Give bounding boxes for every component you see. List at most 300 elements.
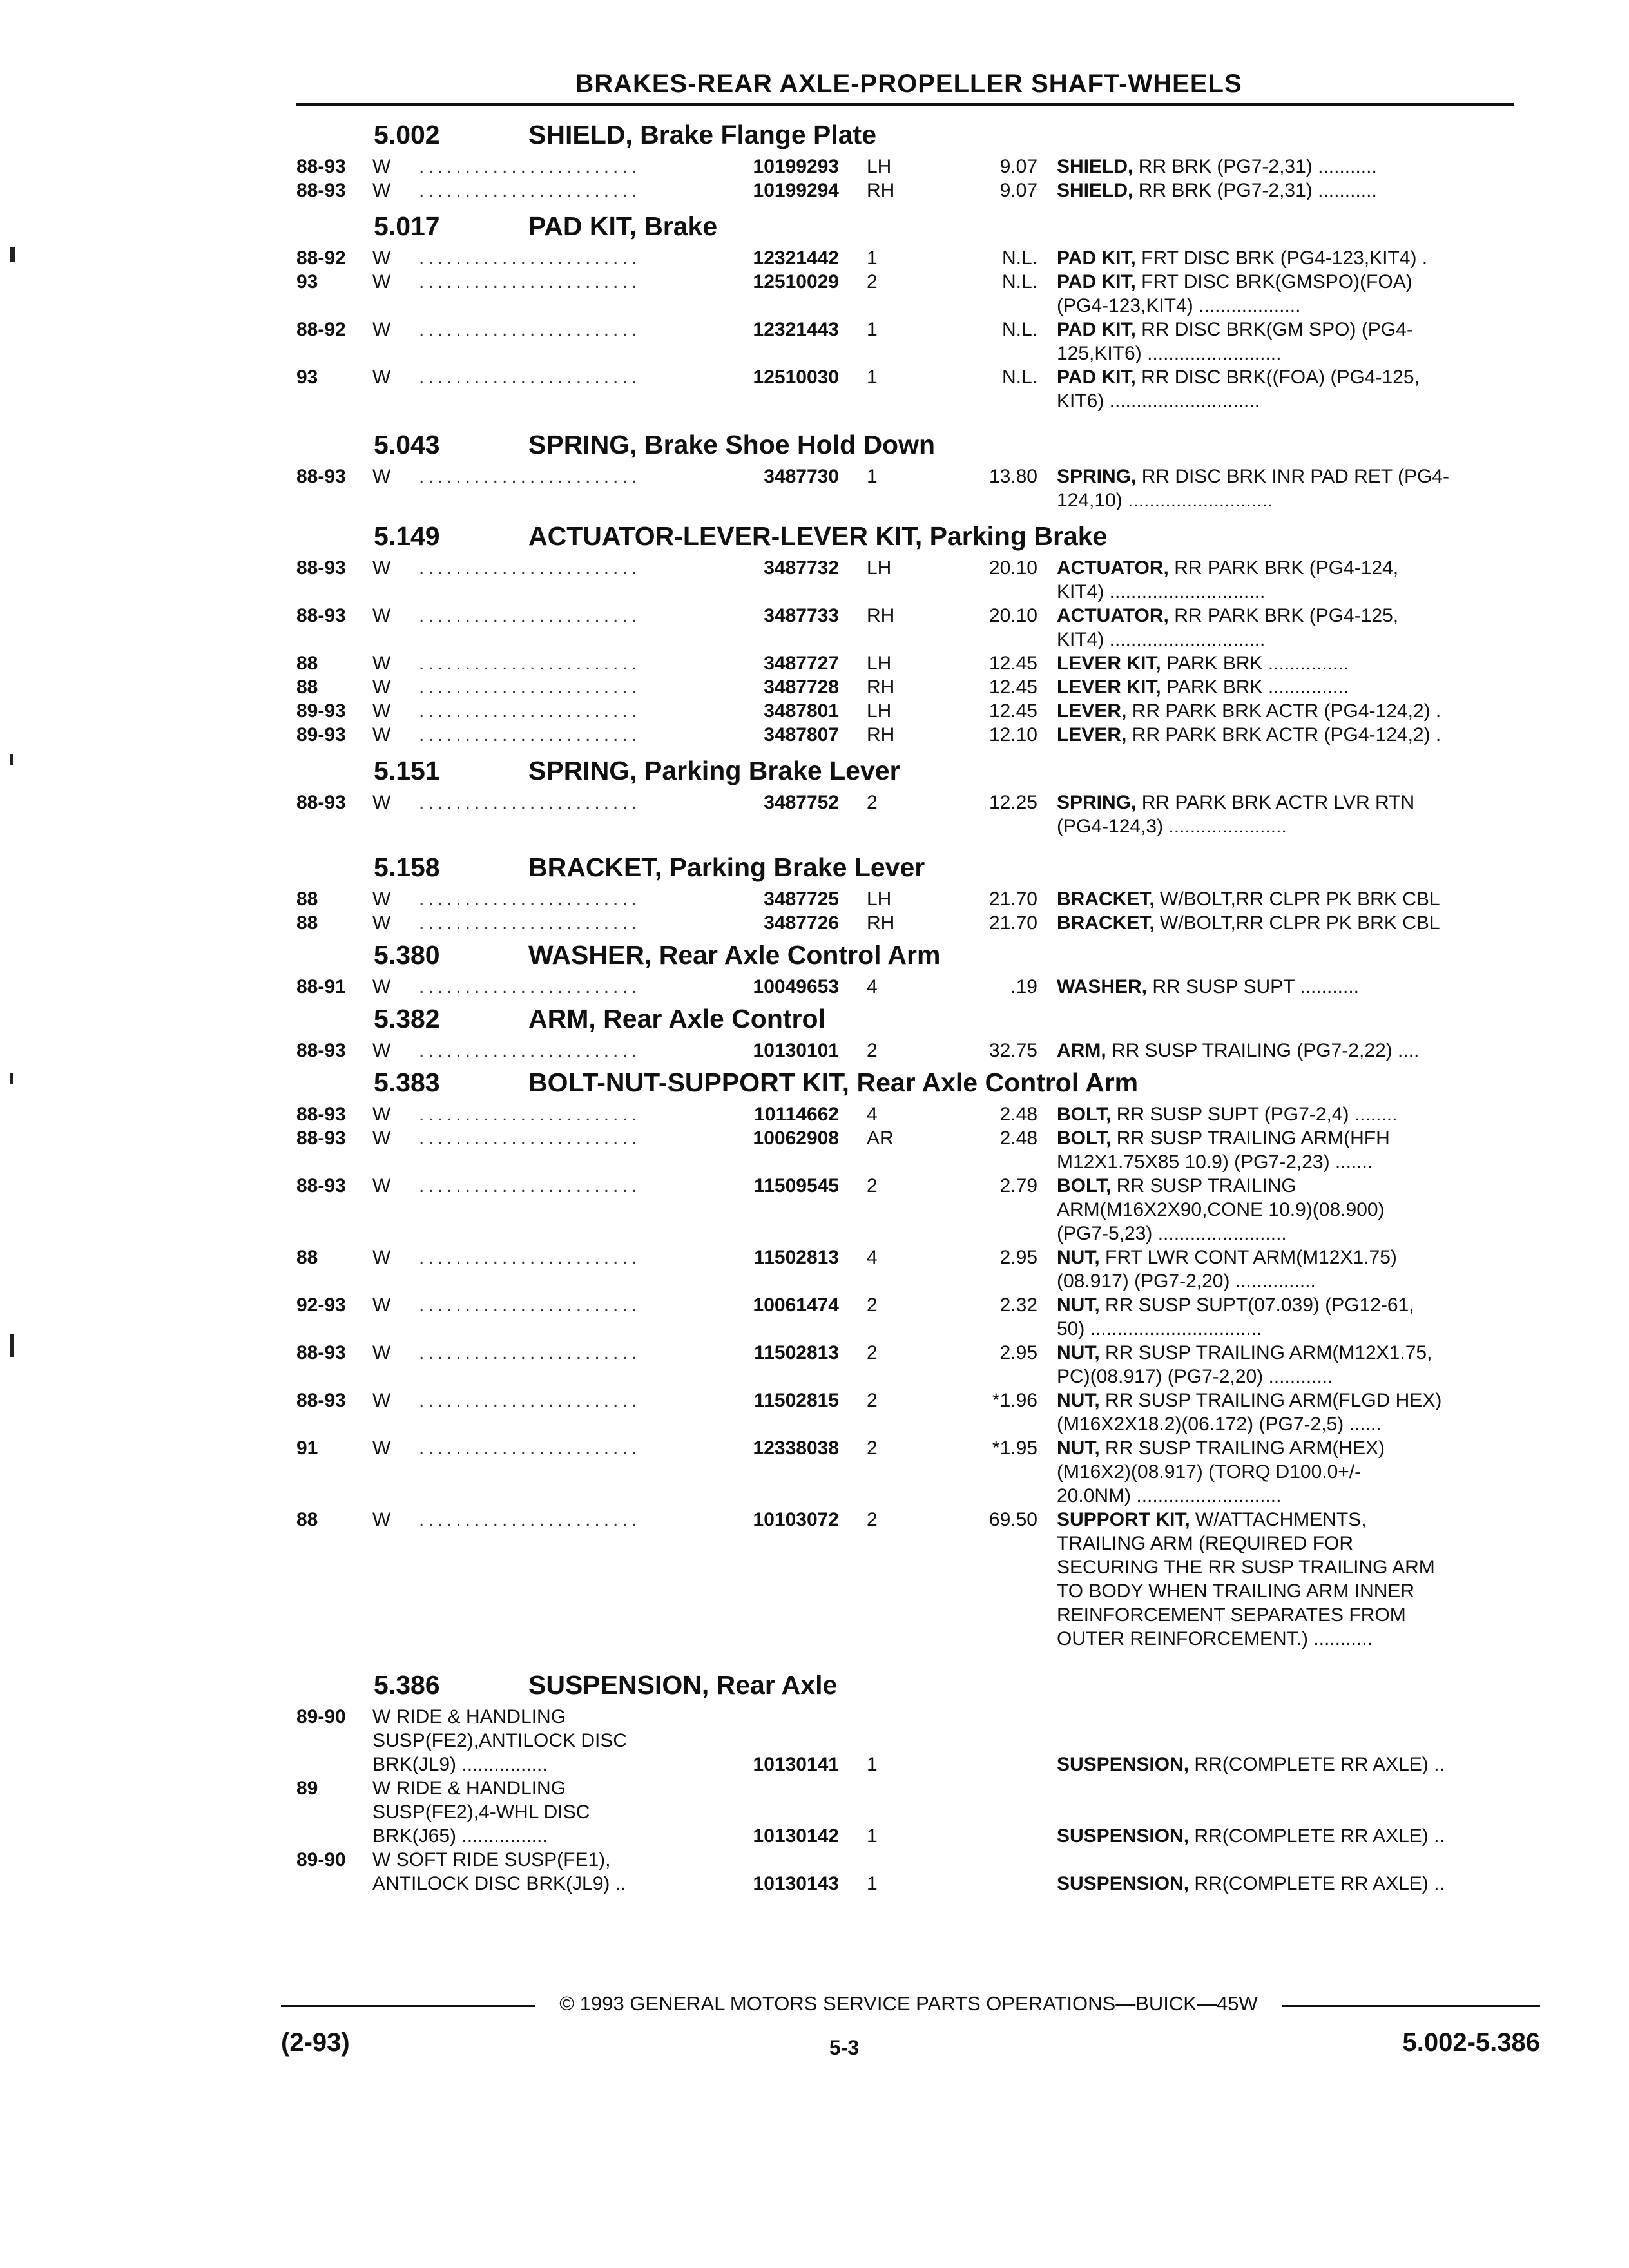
dot-leader: ........................	[419, 466, 641, 487]
series-code: W	[372, 653, 391, 674]
parts-group	[296, 516, 1521, 747]
part-description	[1057, 1174, 1521, 1245]
quantity: LH	[867, 889, 892, 910]
part-name: BRACKET,	[1057, 912, 1155, 934]
group-heading	[296, 999, 1521, 1039]
series-code: W	[372, 367, 391, 388]
part-row	[296, 911, 1521, 935]
dot-leader: ........................	[419, 1294, 641, 1316]
series-code: W	[372, 1128, 391, 1149]
dot-leader: ........................	[419, 605, 641, 626]
dot-leader: ........................	[419, 889, 641, 910]
model-years: 92-93	[296, 1294, 346, 1316]
group-heading	[296, 425, 1521, 465]
model-years: 89-93	[296, 700, 346, 722]
series-code: W	[372, 1247, 391, 1268]
part-number: 3487807	[764, 724, 839, 745]
price: 21.70	[988, 912, 1037, 934]
group-title: SPRING, Parking Brake Lever	[528, 756, 900, 785]
margin-mark	[10, 754, 13, 765]
model-years: 89-90	[296, 1849, 346, 1870]
quantity: LH	[867, 557, 892, 579]
part-name: LEVER,	[1057, 724, 1127, 745]
part-name: SHIELD,	[1057, 180, 1133, 201]
part-detail: RR SUSP TRAILING ARM(M12X1.75, PC)(08.917) (PG7-2,20) ............	[1057, 1342, 1432, 1387]
quantity: LH	[867, 653, 892, 674]
part-detail: RR PARK BRK ACTR (PG4-124,2) .	[1126, 724, 1441, 745]
part-detail: W/BOLT,RR CLPR PK BRK CBL	[1154, 889, 1440, 910]
part-description	[1057, 1102, 1521, 1126]
group-title: ACTUATOR-LEVER-LEVER KIT, Parking Brake	[528, 521, 1108, 551]
part-row	[296, 1508, 1521, 1651]
part-description	[1057, 1293, 1521, 1341]
dot-leader: ........................	[419, 1175, 641, 1196]
group-code: 5.380	[374, 940, 440, 970]
part-row	[296, 318, 1521, 365]
part-description	[1057, 1848, 1521, 1896]
part-detail: RR SUSP TRAILING (PG7-2,22) ....	[1106, 1040, 1420, 1061]
model-years: 88	[296, 889, 318, 910]
group-title: WASHER, Rear Axle Control Arm	[528, 940, 941, 970]
price: 69.50	[988, 1509, 1037, 1530]
series-code: W	[372, 319, 391, 340]
part-name: ACTUATOR,	[1057, 605, 1169, 626]
part-name: NUT,	[1057, 1390, 1100, 1411]
part-description	[1057, 1389, 1521, 1436]
part-number: 10130101	[753, 1040, 839, 1061]
model-years: 88-93	[296, 156, 346, 177]
part-description	[1057, 604, 1521, 651]
part-row	[296, 1341, 1521, 1389]
group-title: PAD KIT, Brake	[528, 211, 718, 241]
part-row	[296, 1102, 1521, 1126]
part-name: NUT,	[1057, 1437, 1100, 1459]
price: 21.70	[988, 889, 1037, 910]
part-name: SPRING,	[1057, 792, 1137, 813]
part-description	[1057, 1039, 1521, 1062]
part-number: 3487752	[764, 792, 839, 813]
quantity: LH	[867, 700, 892, 722]
footer-rule-left	[281, 2005, 535, 2007]
parts-group	[296, 1665, 1521, 1896]
quantity: 1	[867, 1873, 878, 1894]
part-name: SHIELD,	[1057, 156, 1133, 177]
dot-leader: ........................	[419, 1247, 641, 1268]
part-detail: PARK BRK ...............	[1161, 653, 1349, 674]
dot-leader: ........................	[419, 700, 641, 722]
parts-list	[296, 115, 1521, 1896]
part-row	[296, 1436, 1521, 1508]
price: 2.32	[999, 1294, 1037, 1316]
part-name: PAD KIT,	[1057, 247, 1136, 269]
quantity: LH	[867, 156, 892, 177]
margin-mark	[10, 1334, 14, 1357]
group-code: 5.043	[374, 430, 440, 459]
model-years: 88-93	[296, 1128, 346, 1149]
dot-leader: ........................	[419, 557, 641, 579]
part-number: 10130141	[753, 1754, 839, 1775]
price: 12.45	[988, 700, 1037, 722]
group-code: 5.017	[374, 211, 440, 241]
model-years: 88-93	[296, 605, 346, 626]
dot-leader: ........................	[419, 792, 641, 813]
price: 13.80	[988, 466, 1037, 487]
part-detail: RR SUSP SUPT (PG7-2,4) ........	[1111, 1104, 1398, 1125]
dot-leader: ........................	[419, 247, 641, 269]
part-name: SUPPORT KIT,	[1057, 1509, 1190, 1530]
series-code: W	[372, 700, 391, 722]
quantity: 2	[867, 792, 878, 813]
part-description	[1057, 1341, 1521, 1389]
model-years: 88	[296, 912, 318, 934]
series-code: W	[372, 180, 391, 201]
price: 9.07	[999, 156, 1037, 177]
quantity: RH	[867, 912, 895, 934]
dot-leader: ........................	[419, 319, 641, 340]
parts-group	[296, 751, 1521, 838]
part-description	[1057, 1705, 1521, 1776]
group-title: SHIELD, Brake Flange Plate	[528, 120, 877, 149]
model-years: 89-93	[296, 724, 346, 745]
price: 32.75	[988, 1040, 1037, 1061]
part-name: NUT,	[1057, 1247, 1100, 1268]
part-row	[296, 270, 1521, 318]
model-years: 91	[296, 1437, 318, 1459]
part-detail: FRT LWR CONT ARM(M12X1.75) (08.917) (PG7-2,20) ...............	[1057, 1247, 1397, 1292]
series-code: W	[372, 1342, 391, 1363]
part-number: 10049653	[753, 976, 839, 997]
model-years: 89-90	[296, 1706, 346, 1727]
part-description	[1057, 911, 1521, 935]
usage-description: W RIDE & HANDLING SUSP(FE2),ANTILOCK DISC BRK(JL9) ................	[372, 1706, 628, 1775]
group-heading	[296, 847, 1521, 887]
part-detail: RR SUSP SUPT ...........	[1147, 976, 1359, 997]
price: 20.10	[988, 557, 1037, 579]
part-name: BRACKET,	[1057, 889, 1155, 910]
dot-leader: ........................	[419, 1390, 641, 1411]
series-code: W	[372, 1509, 391, 1530]
quantity: 2	[867, 1342, 878, 1363]
model-years: 88-91	[296, 976, 346, 997]
part-row	[296, 178, 1521, 202]
part-description	[1057, 155, 1521, 178]
part-row	[296, 1126, 1521, 1174]
part-name: PAD KIT,	[1057, 319, 1136, 340]
part-name: ARM,	[1057, 1040, 1106, 1061]
part-number: 11502815	[754, 1390, 839, 1411]
part-description	[1057, 318, 1521, 365]
quantity: RH	[867, 677, 895, 698]
quantity: 1	[867, 1825, 878, 1847]
part-number: 3487732	[764, 557, 839, 579]
group-code: 5.002	[374, 120, 440, 149]
price: 2.79	[999, 1175, 1037, 1196]
group-heading	[296, 516, 1521, 556]
model-years: 88-93	[296, 1390, 346, 1411]
parts-group	[296, 425, 1521, 512]
series-code: W	[372, 724, 391, 745]
series-code: W	[372, 792, 391, 813]
part-number: 10114662	[754, 1104, 839, 1125]
quantity: 4	[867, 1247, 878, 1268]
part-name: PAD KIT,	[1057, 367, 1136, 388]
part-row	[296, 246, 1521, 270]
quantity: 2	[867, 1040, 878, 1061]
quantity: RH	[867, 180, 895, 201]
part-detail: RR BRK (PG7-2,31) ...........	[1133, 180, 1377, 201]
price: 12.25	[988, 792, 1037, 813]
part-detail: FRT DISC BRK (PG4-123,KIT4) .	[1135, 247, 1428, 269]
quantity: 2	[867, 271, 878, 293]
model-years: 88-93	[296, 466, 346, 487]
part-description	[1057, 556, 1521, 604]
series-code: W	[372, 466, 391, 487]
series-code: W	[372, 1390, 391, 1411]
part-number: 3487728	[764, 677, 839, 698]
price: *1.96	[992, 1390, 1037, 1411]
series-code: W	[372, 976, 391, 997]
part-description	[1057, 365, 1521, 413]
part-number: 10062908	[753, 1128, 839, 1149]
part-detail: RR SUSP TRAILING ARM(HEX) (M16X2)(08.917) (TORQ D100.0+/- 20.0NM) ...........................	[1057, 1437, 1385, 1506]
series-code: W	[372, 605, 391, 626]
part-row	[296, 1039, 1521, 1062]
part-number: 12510030	[753, 367, 839, 388]
part-detail: W/ATTACHMENTS, TRAILING ARM (REQUIRED FOR SECURING THE RR SUSP TRAILING ARM TO BODY WHEN TRAILING ARM INNER REINFORCEMENT SEPARATES FROM OUTER REINFORCEMENT.) ...........	[1057, 1509, 1435, 1649]
part-detail: RR PARK BRK ACTR LVR RTN (PG4-124,3) ......................	[1057, 792, 1415, 837]
parts-group	[296, 206, 1521, 413]
part-row	[296, 675, 1521, 699]
part-description	[1057, 1776, 1521, 1848]
model-years: 88-93	[296, 1175, 346, 1196]
part-name: SUSPENSION,	[1057, 1825, 1190, 1847]
part-description	[1057, 246, 1521, 270]
model-years: 88-93	[296, 792, 346, 813]
model-years: 88-93	[296, 1040, 346, 1061]
part-name: ACTUATOR,	[1057, 557, 1169, 579]
part-number: 3487727	[764, 653, 839, 674]
footer-rule-right	[1282, 2005, 1540, 2007]
price: N.L.	[1001, 271, 1037, 293]
group-code: 5.383	[374, 1068, 440, 1097]
part-detail: RR BRK (PG7-2,31) ...........	[1133, 156, 1377, 177]
quantity: 1	[867, 1754, 878, 1775]
part-description	[1057, 1508, 1521, 1651]
quantity: 4	[867, 976, 878, 997]
model-years: 88-92	[296, 247, 346, 269]
quantity: 1	[867, 466, 878, 487]
part-detail: RR SUSP TRAILING ARM(M16X2X90,CONE 10.9)(08.900) (PG7-5,23) ........................	[1057, 1175, 1385, 1244]
series-code: W	[372, 1040, 391, 1061]
model-years: 88	[296, 653, 318, 674]
series-code: W	[372, 247, 391, 269]
price: 2.48	[999, 1128, 1037, 1149]
group-code: 5.149	[374, 521, 440, 551]
group-heading	[296, 115, 1521, 155]
quantity: AR	[867, 1128, 894, 1149]
usage-description: W SOFT RIDE SUSP(FE1), ANTILOCK DISC BRK(JL9) ..	[372, 1849, 626, 1894]
part-name: BOLT,	[1057, 1128, 1112, 1149]
model-years: 88-93	[296, 180, 346, 201]
part-number: 10061474	[753, 1294, 839, 1316]
group-heading	[296, 206, 1521, 246]
series-code: W	[372, 889, 391, 910]
price: 2.48	[999, 1104, 1037, 1125]
group-heading	[296, 751, 1521, 791]
part-name: NUT,	[1057, 1294, 1100, 1316]
part-row	[296, 1293, 1521, 1341]
part-name: BOLT,	[1057, 1175, 1112, 1196]
series-code: W	[372, 1437, 391, 1459]
part-detail: RR SUSP SUPT(07.039) (PG12-61, 50) ................................	[1057, 1294, 1414, 1340]
part-detail: RR SUSP TRAILING ARM(HFH M12X1.75X85 10.9) (PG7-2,23) .......	[1057, 1128, 1390, 1173]
dot-leader: ........................	[419, 653, 641, 674]
price: N.L.	[1001, 319, 1037, 340]
part-description	[1057, 270, 1521, 318]
part-name: LEVER KIT,	[1057, 677, 1161, 698]
part-name: NUT,	[1057, 1342, 1100, 1363]
part-detail: W/BOLT,RR CLPR PK BRK CBL	[1154, 912, 1440, 934]
part-number: 10103072	[753, 1509, 839, 1530]
group-heading	[296, 935, 1521, 975]
group-title: ARM, Rear Axle Control	[528, 1004, 825, 1033]
part-description	[1057, 651, 1521, 675]
series-code: W	[372, 1104, 391, 1125]
price: 9.07	[999, 180, 1037, 201]
model-years: 93	[296, 367, 318, 388]
footer-section-range: 5.002-5.386	[1402, 2028, 1540, 2057]
part-name: LEVER KIT,	[1057, 653, 1161, 674]
group-code: 5.382	[374, 1004, 440, 1033]
part-number: 12321442	[753, 247, 839, 269]
part-row	[296, 723, 1521, 747]
dot-leader: ........................	[419, 677, 641, 698]
dot-leader: ........................	[419, 1040, 641, 1061]
part-description	[1057, 699, 1521, 723]
part-row	[296, 651, 1521, 675]
dot-leader: ........................	[419, 724, 641, 745]
part-number: 3487730	[764, 466, 839, 487]
page-title: BRAKES-REAR AXLE-PROPELLER SHAFT-WHEELS	[575, 70, 1242, 98]
part-name: BOLT,	[1057, 1104, 1112, 1125]
margin-mark	[10, 1073, 13, 1084]
part-row	[296, 1705, 1521, 1776]
part-number: 11502813	[754, 1247, 839, 1268]
part-name: LEVER,	[1057, 700, 1127, 722]
quantity: RH	[867, 724, 895, 745]
part-row	[296, 365, 1521, 413]
usage-description: W RIDE & HANDLING SUSP(FE2),4-WHL DISC BRK(J65) ................	[372, 1778, 590, 1847]
part-row	[296, 155, 1521, 178]
dot-leader: ........................	[419, 912, 641, 934]
part-row	[296, 975, 1521, 999]
part-detail: RR PARK BRK (PG4-125, KIT4) .............................	[1057, 605, 1399, 650]
series-code: W	[372, 271, 391, 293]
model-years: 88-92	[296, 319, 346, 340]
quantity: 2	[867, 1509, 878, 1530]
part-number: 10199293	[753, 156, 839, 177]
series-code: W	[372, 156, 391, 177]
model-years: 93	[296, 271, 318, 293]
model-years: 88	[296, 1509, 318, 1530]
price: N.L.	[1001, 247, 1037, 269]
part-row	[296, 791, 1521, 838]
parts-group	[296, 1062, 1521, 1651]
group-code: 5.158	[374, 852, 440, 882]
part-number: 10130143	[753, 1873, 839, 1894]
part-number: 12338038	[753, 1437, 839, 1459]
footer-copyright: © 1993 GENERAL MOTORS SERVICE PARTS OPERATIONS—BUICK—45W	[559, 1992, 1258, 2015]
price: N.L.	[1001, 367, 1037, 388]
group-title: SPRING, Brake Shoe Hold Down	[528, 430, 936, 459]
part-detail: RR SUSP TRAILING ARM(FLGD HEX) (M16X2X18.2)(06.172) (PG7-2,5) ......	[1057, 1390, 1442, 1435]
part-description	[1057, 1436, 1521, 1508]
group-heading	[296, 1062, 1521, 1102]
part-description	[1057, 975, 1521, 999]
margin-mark	[10, 247, 15, 262]
part-description	[1057, 1245, 1521, 1293]
group-code: 5.151	[374, 756, 440, 785]
part-name: WASHER,	[1057, 976, 1148, 997]
group-title: BOLT-NUT-SUPPORT KIT, Rear Axle Control Arm	[528, 1068, 1139, 1097]
part-row	[296, 604, 1521, 651]
price: .19	[1010, 976, 1037, 997]
quantity: 2	[867, 1175, 878, 1196]
part-detail: RR DISC BRK(GM SPO) (PG4- 125,KIT6) .........................	[1057, 319, 1413, 364]
quantity: RH	[867, 605, 895, 626]
price: 12.45	[988, 677, 1037, 698]
part-detail: RR DISC BRK INR PAD RET (PG4- 124,10) ...........................	[1057, 466, 1449, 511]
parts-group	[296, 115, 1521, 202]
quantity: 1	[867, 247, 878, 269]
group-title: BRACKET, Parking Brake Lever	[528, 852, 925, 882]
part-description	[1057, 791, 1521, 838]
model-years: 89	[296, 1778, 318, 1799]
series-code: W	[372, 557, 391, 579]
part-name: SPRING,	[1057, 466, 1137, 487]
part-row	[296, 1245, 1521, 1293]
quantity: 2	[867, 1437, 878, 1459]
series-code: W	[372, 677, 391, 698]
part-row	[296, 556, 1521, 604]
part-number: 12510029	[753, 271, 839, 293]
part-detail: FRT DISC BRK(GMSPO)(FOA) (PG4-123,KIT4) ...................	[1057, 271, 1412, 316]
part-description	[1057, 465, 1521, 512]
model-years: 88-93	[296, 1342, 346, 1363]
part-description	[1057, 887, 1521, 911]
quantity: 4	[867, 1104, 878, 1125]
part-description	[1057, 178, 1521, 202]
part-number: 3487726	[764, 912, 839, 934]
part-detail: RR DISC BRK((FOA) (PG4-125, KIT6) ............................	[1057, 367, 1420, 412]
part-detail: RR(COMPLETE RR AXLE) ..	[1189, 1825, 1445, 1847]
part-number: 12321443	[753, 319, 839, 340]
dot-leader: ........................	[419, 1509, 641, 1530]
model-years: 88	[296, 1247, 318, 1268]
group-title: SUSPENSION, Rear Axle	[528, 1670, 838, 1700]
model-years: 88-93	[296, 557, 346, 579]
quantity: 1	[867, 319, 878, 340]
part-detail: PARK BRK ...............	[1161, 677, 1349, 698]
dot-leader: ........................	[419, 271, 641, 293]
price: 2.95	[999, 1247, 1037, 1268]
series-code: W	[372, 1294, 391, 1316]
part-description	[1057, 675, 1521, 699]
dot-leader: ........................	[419, 1128, 641, 1149]
part-number: 3487801	[764, 700, 839, 722]
dot-leader: ........................	[419, 1342, 641, 1363]
part-number: 10130142	[753, 1825, 839, 1847]
